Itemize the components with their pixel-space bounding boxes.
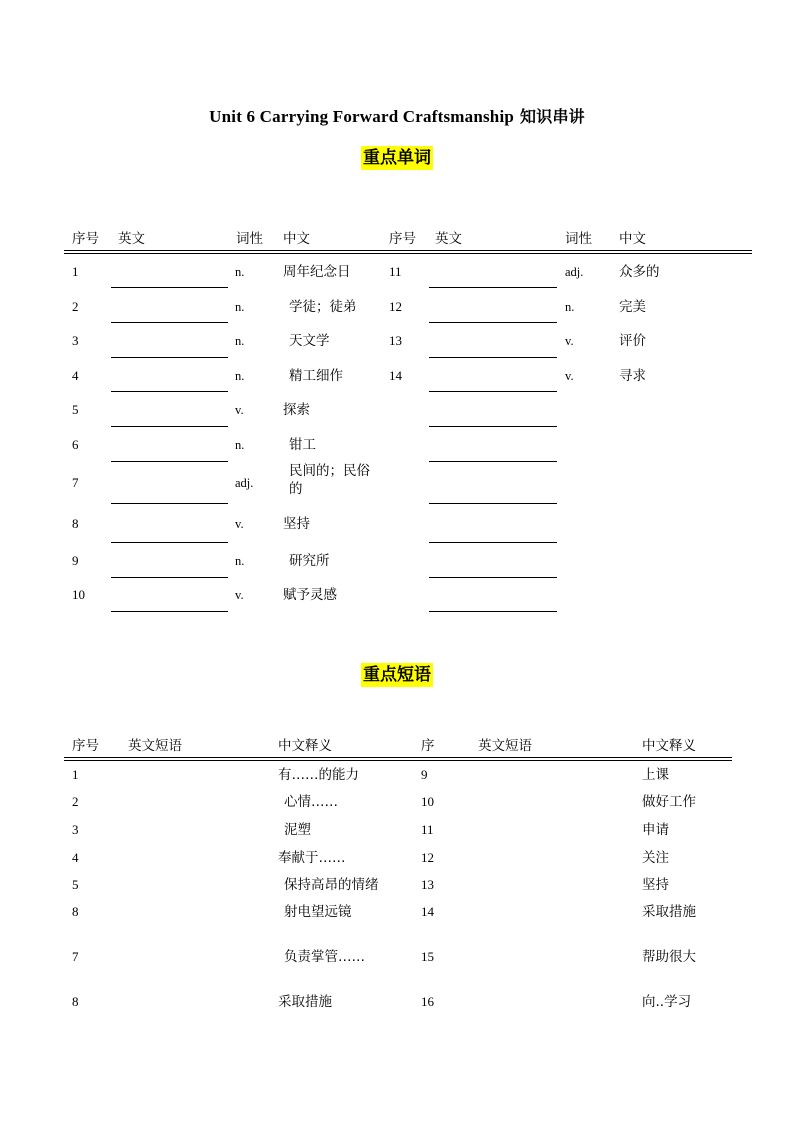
word-chinese-meaning: 探索 <box>283 402 310 418</box>
words-header-rule <box>64 250 752 251</box>
title-english: Unit 6 Carrying Forward Craftsmanship <box>209 107 515 126</box>
word-number: 7 <box>72 475 79 490</box>
phrase-number: 5 <box>72 877 79 892</box>
words-header-cell: 词性 <box>236 231 263 247</box>
word-english-blank[interactable] <box>429 357 557 358</box>
word-chinese-meaning: 完美 <box>619 299 646 315</box>
phrase-number: 16 <box>421 994 434 1009</box>
word-english-blank[interactable] <box>429 426 557 427</box>
word-part-of-speech: n. <box>235 265 245 279</box>
phrases-header-rule <box>64 757 732 758</box>
word-number: 10 <box>72 587 85 602</box>
word-english-blank[interactable] <box>429 542 557 543</box>
word-chinese-meaning: 众多的 <box>619 264 660 280</box>
word-number: 14 <box>389 368 402 383</box>
word-part-of-speech: n. <box>235 554 245 568</box>
word-number: 4 <box>72 368 79 383</box>
word-chinese-meaning: 精工细作 <box>289 368 343 384</box>
word-chinese-meaning: 寻求 <box>619 368 646 384</box>
word-number: 6 <box>72 437 79 452</box>
phrase-chinese-meaning: 帮助很大 <box>642 949 696 965</box>
phrase-chinese-meaning: 负责掌管…… <box>284 949 365 965</box>
word-english-blank[interactable] <box>111 611 228 612</box>
word-english-blank[interactable] <box>111 287 228 288</box>
word-number: 13 <box>389 333 402 348</box>
phrase-chinese-meaning: 采取措施 <box>642 904 696 920</box>
word-chinese-meaning: 民间的；民俗的 <box>289 463 370 497</box>
word-number: 1 <box>72 264 79 279</box>
phrases-header-cell: 中文释义 <box>278 738 332 754</box>
word-english-blank[interactable] <box>429 461 557 462</box>
phrase-chinese-meaning: 有……的能力 <box>278 767 359 783</box>
words-header-rule <box>64 253 752 254</box>
word-number: 8 <box>72 516 79 531</box>
phrases-header-cell: 英文短语 <box>478 738 532 754</box>
word-english-blank[interactable] <box>429 611 557 612</box>
phrase-chinese-meaning: 泥塑 <box>284 822 311 838</box>
phrase-number: 11 <box>421 822 434 837</box>
word-english-blank[interactable] <box>111 391 228 392</box>
word-chinese-meaning: 钳工 <box>289 437 316 453</box>
phrases-header-cell: 序号 <box>72 738 99 754</box>
phrase-chinese-meaning: 关注 <box>642 850 669 866</box>
phrase-number: 14 <box>421 904 434 919</box>
phrase-number: 9 <box>421 767 428 782</box>
word-chinese-meaning: 坚持 <box>283 516 310 532</box>
word-english-blank[interactable] <box>111 461 228 462</box>
phrases-header-cell: 中文释义 <box>642 738 696 754</box>
phrase-number: 2 <box>72 794 79 809</box>
word-chinese-meaning: 赋予灵感 <box>283 587 337 603</box>
phrase-number: 4 <box>72 850 79 865</box>
phrase-chinese-meaning: 采取措施 <box>278 994 332 1010</box>
phrase-chinese-meaning: 保持高昂的情绪 <box>284 877 379 893</box>
word-part-of-speech: n. <box>235 438 245 452</box>
words-header-cell: 英文 <box>435 231 462 247</box>
words-header-cell: 词性 <box>565 231 592 247</box>
word-chinese-meaning: 天文学 <box>289 333 330 349</box>
word-english-blank[interactable] <box>429 287 557 288</box>
word-number: 9 <box>72 553 79 568</box>
word-chinese-meaning: 评价 <box>619 333 646 349</box>
phrase-number: 15 <box>421 949 434 964</box>
page-title <box>0 104 794 127</box>
words-header-cell: 序号 <box>389 231 416 247</box>
phrase-number: 10 <box>421 794 434 809</box>
word-number: 5 <box>72 402 79 417</box>
phrase-number: 7 <box>72 949 79 964</box>
phrase-number: 13 <box>421 877 434 892</box>
phrases-header-rule <box>64 760 732 761</box>
phrase-number: 8 <box>72 994 79 1009</box>
word-english-blank[interactable] <box>429 577 557 578</box>
phrase-chinese-meaning: 做好工作 <box>642 794 696 810</box>
word-english-blank[interactable] <box>111 503 228 504</box>
words-header-cell: 中文 <box>283 231 310 247</box>
word-number: 12 <box>389 299 402 314</box>
word-part-of-speech: v. <box>565 369 574 383</box>
word-number: 11 <box>389 264 402 279</box>
phrase-chinese-meaning: 申请 <box>642 822 669 838</box>
phrases-section-heading <box>0 663 794 687</box>
word-part-of-speech: v. <box>235 517 244 531</box>
phrase-chinese-meaning: 奉献于…… <box>278 850 346 866</box>
phrases-header-cell: 序 <box>421 738 435 754</box>
word-chinese-meaning: 学徒；徒弟 <box>289 299 357 315</box>
phrase-number: 12 <box>421 850 434 865</box>
phrase-number: 3 <box>72 822 79 837</box>
word-part-of-speech: n. <box>235 369 245 383</box>
word-english-blank[interactable] <box>429 391 557 392</box>
word-english-blank[interactable] <box>111 577 228 578</box>
word-part-of-speech: adj. <box>235 476 254 490</box>
word-english-blank[interactable] <box>111 322 228 323</box>
word-chinese-meaning: 周年纪念日 <box>283 264 351 280</box>
words-heading-text: 重点单词 <box>363 148 431 168</box>
word-part-of-speech: n. <box>235 334 245 348</box>
phrase-chinese-meaning: 射电望远镜 <box>284 904 352 920</box>
words-header-cell: 英文 <box>118 231 145 247</box>
phrase-chinese-meaning: 心情…… <box>284 794 338 810</box>
word-english-blank[interactable] <box>111 542 228 543</box>
phrase-chinese-meaning: 向..学习 <box>642 994 692 1010</box>
phrase-chinese-meaning: 坚持 <box>642 877 669 893</box>
word-part-of-speech: v. <box>565 334 574 348</box>
phrases-header-cell: 英文短语 <box>128 738 182 754</box>
words-header-cell: 序号 <box>72 231 99 247</box>
phrases-heading-text: 重点短语 <box>363 665 431 685</box>
word-part-of-speech: v. <box>235 403 244 417</box>
phrase-number: 8 <box>72 904 79 919</box>
word-number: 2 <box>72 299 79 314</box>
word-part-of-speech: v. <box>235 588 244 602</box>
words-section-heading <box>0 146 794 170</box>
word-part-of-speech: n. <box>565 300 575 314</box>
word-english-blank[interactable] <box>429 322 557 323</box>
words-header-cell: 中文 <box>619 231 646 247</box>
title-chinese: 知识串讲 <box>520 107 585 126</box>
word-english-blank[interactable] <box>111 426 228 427</box>
phrase-number: 1 <box>72 767 79 782</box>
word-english-blank[interactable] <box>111 357 228 358</box>
word-part-of-speech: adj. <box>565 265 584 279</box>
word-number: 3 <box>72 333 79 348</box>
phrase-chinese-meaning: 上课 <box>642 767 669 783</box>
word-part-of-speech: n. <box>235 300 245 314</box>
word-chinese-meaning: 研究所 <box>289 553 330 569</box>
word-english-blank[interactable] <box>429 503 557 504</box>
